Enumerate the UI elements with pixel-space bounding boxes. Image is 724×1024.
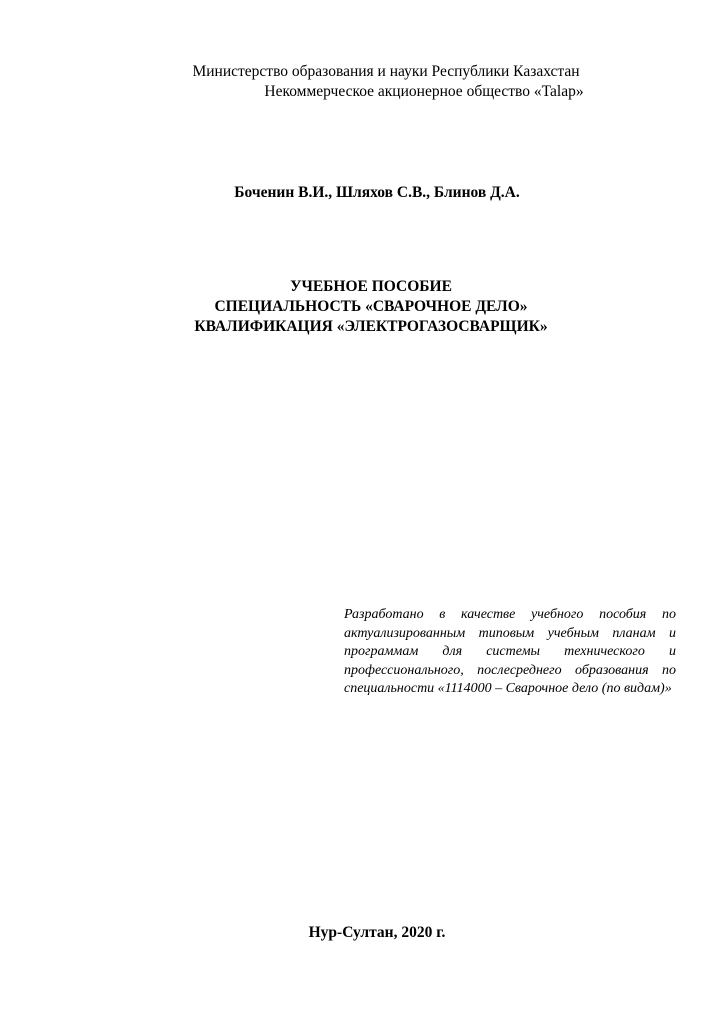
annotation: Разработано в качестве учебного пособия по актуализированным типовым учебным планам и программам для системы технического и профессионального, послесреднего образования по специальности «1114000 – Сварочное дело (по видам)» xyxy=(344,607,676,696)
organization-name: Некоммерческое акционерное общество «Talap» xyxy=(264,83,584,100)
document-title xyxy=(0,277,724,337)
header xyxy=(0,62,724,102)
title-line-1: УЧЕБНОЕ ПОСОБИЕ xyxy=(290,278,452,295)
place-and-year: Нур-Султан, 2020 г. xyxy=(308,924,446,941)
ministry-name: Министерство образования и науки Республики Казахстан xyxy=(192,63,580,80)
title-line-3: КВАЛИФИКАЦИЯ «ЭЛЕКТРОГАЗОСВАРЩИК» xyxy=(194,318,548,335)
title-line-2: СПЕЦИАЛЬНОСТЬ «СВАРОЧНОЕ ДЕЛО» xyxy=(214,298,528,315)
authors: Боченин В.И., Шляхов С.В., Блинов Д.А. xyxy=(234,184,520,201)
